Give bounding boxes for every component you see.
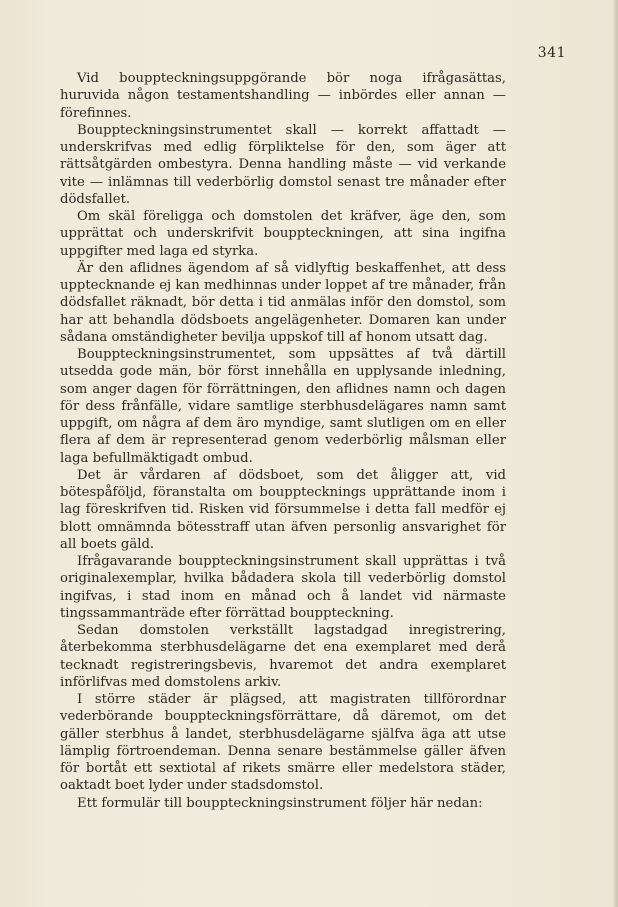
paragraph-appointment: I större städer är plägsed, att magistraten tillförordnar vederbörande bouppteckningsförrättare, då däremot, om det gäller sterbhus å landet, sterbhusdelägarne själfva äga att utse lämplig förtroendeman. Denna senare bestämmelse gäller äfven för bortåt ett sextiotal af rikets smärre eller medelstora städer, oaktadt boet lyder under stadsdomstol. (60, 692, 506, 794)
paragraph-originals: Ifrågavarande bouppteckningsinstrument skall upprättas i två originalexemplar, hvilka bådadera skola till vederbörlig domstol ingifvas, i stad inom en månad och å landet vid närmaste tingssammanträde efter förrättad bouppteckning. (60, 554, 506, 621)
paragraph-oath: Om skäl föreligga och domstolen det kräfver, äge den, som upprättat och underskrifvit bouppteckningen, att sina ingifna uppgifter med laga ed styrka. (60, 209, 506, 259)
body-text (60, 70, 506, 812)
page-edge-shadow (612, 0, 618, 907)
paragraph-instrument-contents: Bouppteckningsinstrumentet, som uppsättes af två därtill utsedda gode män, bör först innehålla en upplysande inledning, som anger dagen för förrättningen, den aflidnes namn och dagen för dess frånfälle, vidare samtlige sterbhusdelägares namn samt uppgift, om några af dem äro myndige, samt slutligen om en eller flera af dem är representerad genom vederbörlig målsman eller laga befullmäktigadt ombud. (60, 347, 506, 466)
paragraph-instrument-signing: Bouppteckningsinstrumentet skall — korrekt affattadt — underskrifvas med edlig förpliktelse för den, som äger att rättsåtgärden ombestyra. Denna handling måste — vid verkande vite — inlämnas till vederbörlig domstol senast tre månader efter dödsfallet. (60, 122, 506, 207)
paragraph-penalty: Det är vårdaren af dödsboet, som det åligger att, vid bötespåföljd, föranstalta om boupptecknings upprättande inom i lag föreskrifven tid. Risken vid försummelse i detta fall medför ej blott omnämnda bötesstraff utan äfven personlig ansvarighet för all boets gäld. (60, 467, 506, 552)
paragraph-form-intro: Ett formulär till bouppteckningsinstrument följer här nedan: (77, 795, 483, 811)
paragraph-extension: Är den aflidnes ägendom af så vidlyftig beskaffenhet, att dess upptecknande ej kan medhinnas under loppet af tre månader, från dödsfallet räknadt, bör detta i tid anmälas inför den domstol, som har att behandla dödsboets angelägenheter. Domaren kan under sådana omständigheter bevilja uppskof till af honom utsatt dag. (60, 260, 506, 345)
paragraph-registration: Sedan domstolen verkställt lagstadgad inregistrering, återbekomma sterbhusdelägarne det ena exemplaret med derå tecknadt registreringsbevis, hvaremot det andra exemplaret införlifvas med domstolens arkiv. (60, 623, 506, 690)
page-number: 341 (537, 45, 566, 61)
paragraph-testament: Vid bouppteckningsuppgörande bör noga ifrågasättas, huruvida någon testamentshandling — inbördes eller annan — förefinnes. (60, 71, 506, 121)
